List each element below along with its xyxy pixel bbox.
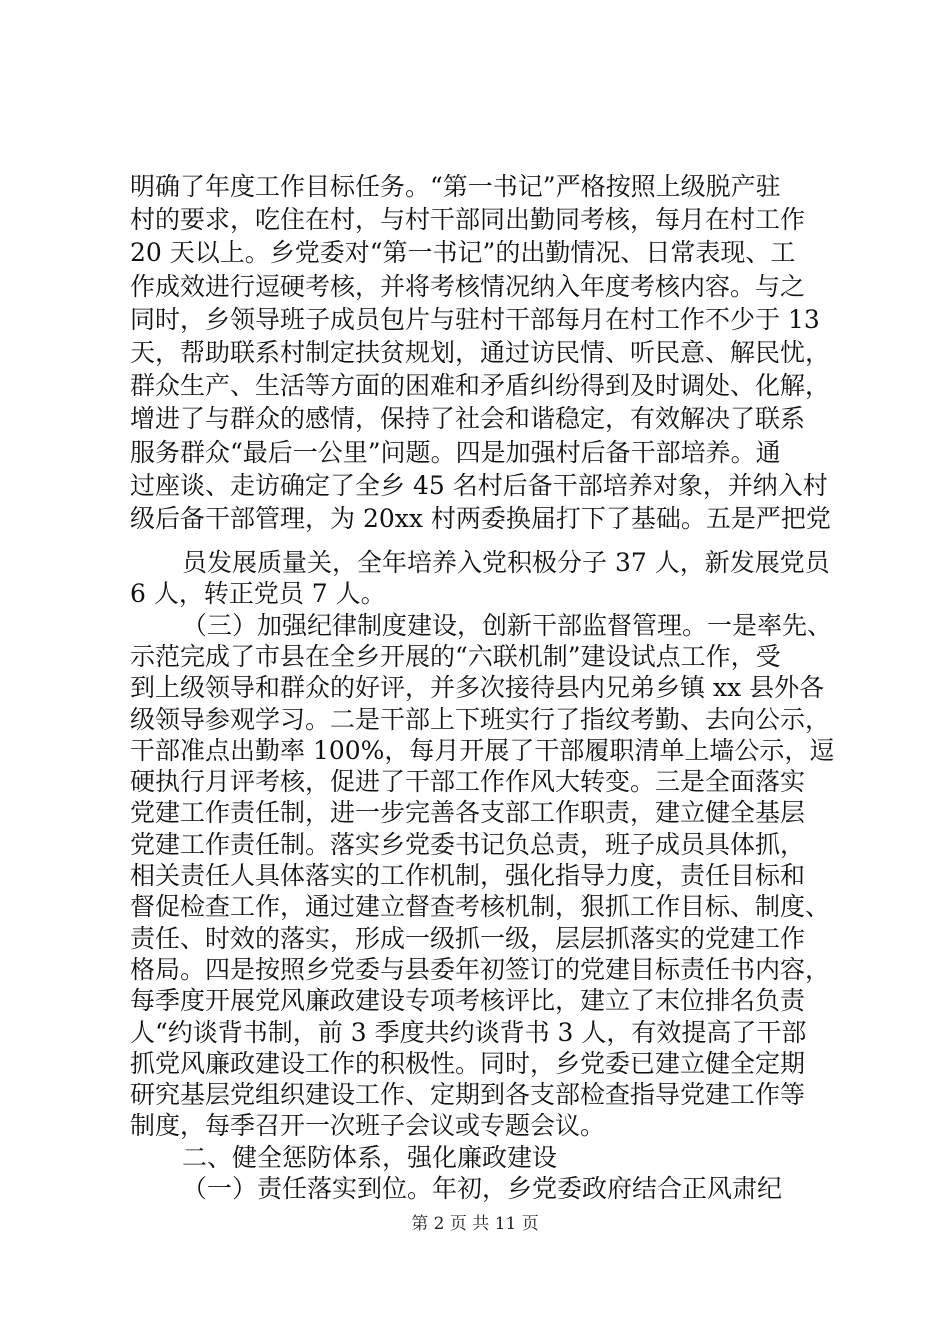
text-line: 过座谈、走访确定了全乡 45 名村后备干部培养对象，并纳入村	[130, 470, 828, 500]
text-line: 同时，乡领导班子成员包片与驻村干部每月在村工作不少于 13	[130, 304, 820, 334]
text-line: 相关责任人具体落实的工作机制，强化指导力度，责任目标和	[130, 861, 806, 890]
text-line: 党建工作责任制。落实乡党委书记负总责，班子成员具体抓，	[130, 829, 806, 859]
text-line: 20 天以上。乡党委对“第一书记”的出勤情况、日常表现、工	[130, 238, 796, 268]
page-footer: 第 2 页 共 11 页	[411, 1214, 539, 1234]
text-line: （一）责任落实到位。年初，乡党委政府结合正风肃纪	[182, 1174, 783, 1203]
text-line: 示范完成了市县在全乡开展的“六联机制”建设试点工作，受	[130, 641, 781, 671]
text-line: 员发展质量关，全年培养入党积极分子 37 人，新发展党员	[182, 548, 830, 577]
text-line: 到上级领导和群众的好评，并多次接待县内兄弟乡镇 xx 县外各	[130, 673, 825, 703]
text-line: 明确了年度工作目标任务。“第一书记”严格按照上级脱产驻	[130, 172, 781, 201]
text-line: 干部准点出勤率 100%，每月开展了干部履职清单上墙公示，逗	[130, 735, 835, 765]
text-line: 增进了与群众的感情，保持了社会和谐稳定，有效解决了联系	[130, 404, 806, 434]
text-line: 抓党风廉政建设工作的积极性。同时，乡党委已建立健全定期	[130, 1048, 806, 1078]
text-line: 责任、时效的落实，形成一级抓一级，层层抓落实的党建工作	[130, 923, 806, 953]
text-line: 村的要求，吃住在村，与村干部同出勤同考核，每月在村工作	[130, 205, 806, 235]
section-heading: （三）加强纪律制度建设，创新干部监督管理。一是率先、	[182, 610, 833, 640]
text-line: 天，帮助联系村制定扶贫规划，通过访民情、听民意、解民忧，	[130, 338, 831, 367]
text-line: 作成效进行逗硬考核，并将考核情况纳入年度考核内容。与之	[130, 271, 806, 301]
text-line: 服务群众“最后一公里”问题。四是加强村后备干部培养。通	[130, 437, 781, 467]
text-line: 党建工作责任制，进一步完善各支部工作职责，建立健全基层	[130, 798, 806, 828]
text-line: 硬执行月评考核，促进了干部工作作风大转变。三是全面落实	[130, 767, 806, 797]
text-line: 督促检查工作，通过建立督查考核机制，狠抓工作目标、制度、	[130, 892, 831, 922]
text-line: 格局。四是按照乡党委与县委年初签订的党建目标责任书内容，	[130, 954, 831, 984]
text-line: 级后备干部管理，为 20xx 村两委换届打下了基础。五是严把党	[130, 504, 831, 533]
text-line: 研究基层党组织建设工作、定期到各支部检查指导党建工作等	[130, 1080, 806, 1110]
text-line: 级领导参观学习。二是干部上下班实行了指纹考勤、去向公示，	[130, 704, 831, 734]
text-line: 每季度开展党风廉政建设专项考核评比，建立了末位排名负责	[130, 986, 806, 1016]
text-line: 制度，每季召开一次班子会议或专题会议。	[130, 1111, 606, 1141]
text-line: 人“约谈背书制，前 3 季度共约谈背书 3 人，有效提高了干部	[130, 1017, 807, 1047]
text-line: 群众生产、生活等方面的困难和矛盾纠纷得到及时调处、化解，	[130, 371, 831, 401]
section-heading: 二、健全惩防体系，强化廉政建设	[182, 1142, 558, 1172]
text-line: 6 人，转正党员 7 人。	[130, 579, 386, 609]
